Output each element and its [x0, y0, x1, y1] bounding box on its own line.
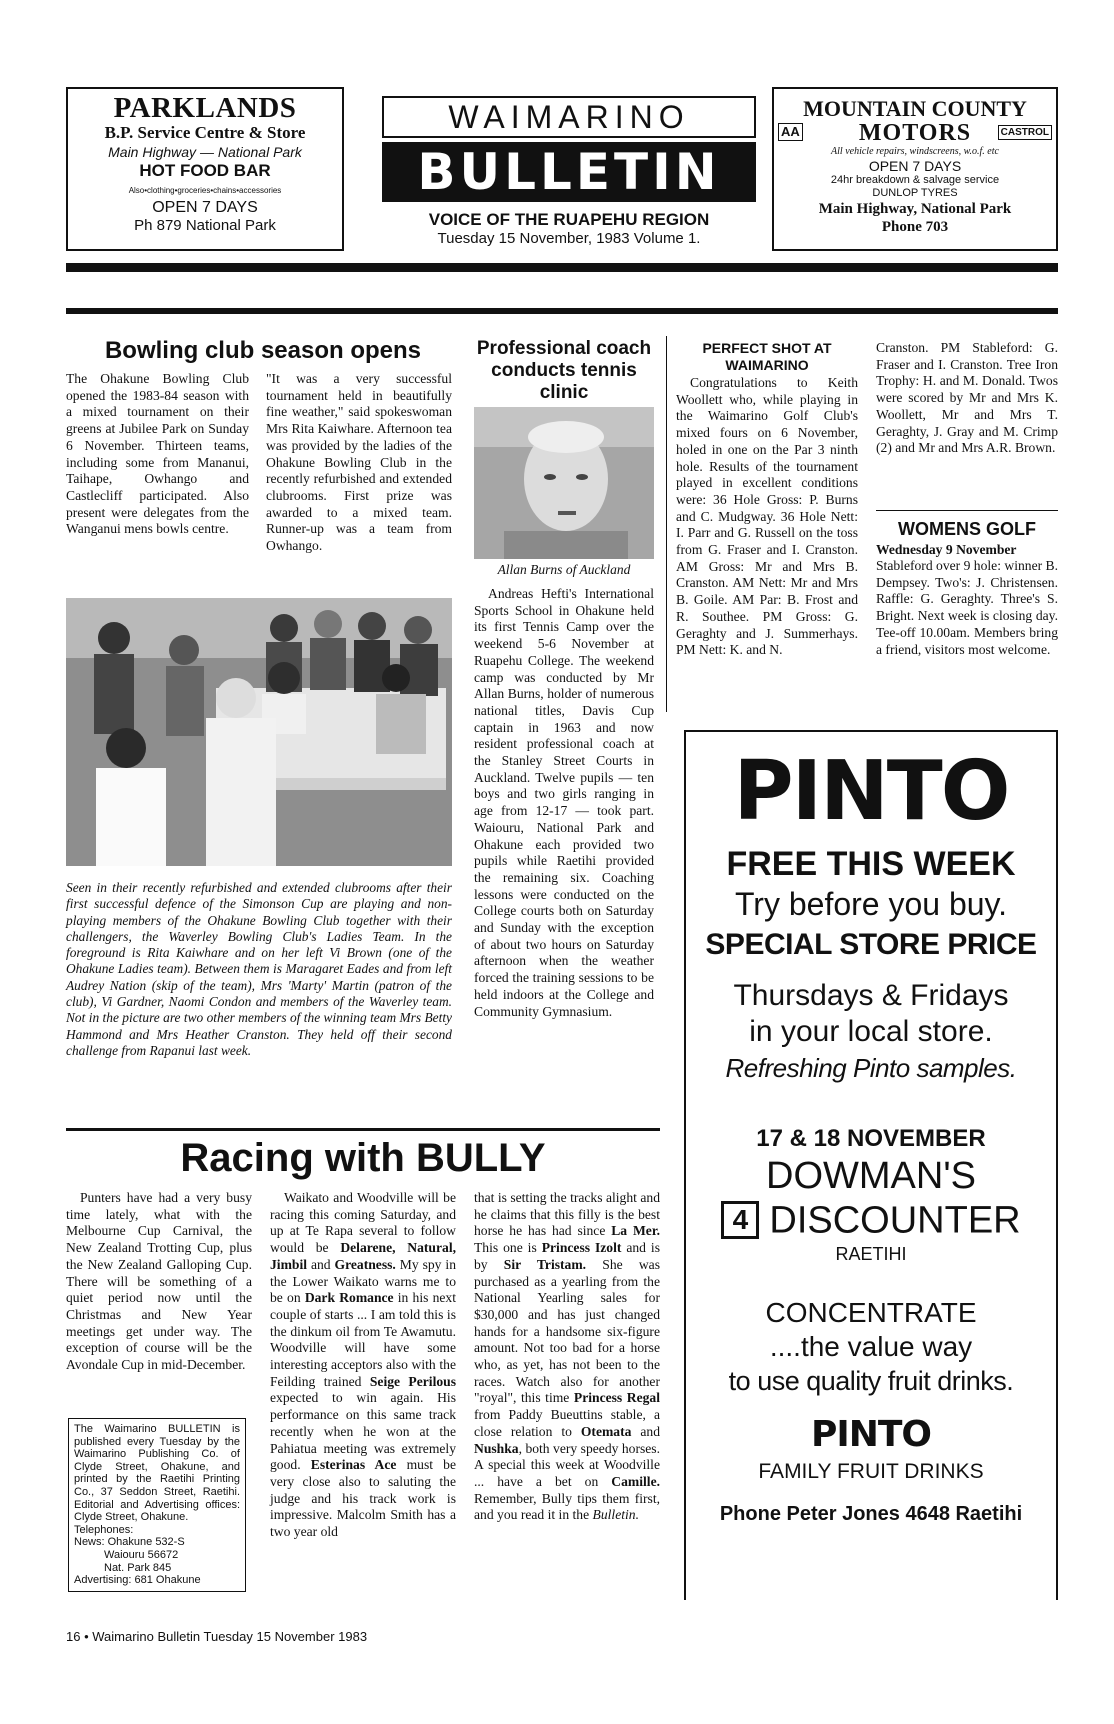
pinto-dates: 17 & 18 NOVEMBER	[756, 1125, 986, 1152]
parklands-line4: Also•clothing•groceries•chains•accessories	[128, 186, 282, 195]
pinto-ad	[684, 730, 1058, 1600]
mountain-line1: All vehicle repairs, windscreens, w.o.f. etc	[831, 146, 999, 157]
mountain-line4: DUNLOP TYRES	[872, 187, 958, 199]
imprint-news: News: Ohakune 532-S	[74, 1536, 185, 1549]
womens-golf-rule	[876, 510, 1058, 511]
imprint-box	[68, 1418, 246, 1592]
parklands-line2: Main Highway — National Park	[108, 144, 302, 160]
coach-photo-image	[474, 407, 654, 559]
golf-col1: Congratulations to Keith Woollett who, while playing in the Waimarino Golf Club's mixed fours on 6 November, holed in one on the Par 3 ninth hole. Results of the tournament played in excellent conditions were: 36 Hole Gross: P. Burns and C. Mudgway. 36 Hole Nett: I. Parr and G. Russell on the toss from G. Fraser and I. Cranston. AM Gross: Mr and Mrs B. Cranston. AM Nett: Mr and Mrs B. Goile. AM Par: B. Frost and R. Southee. PM Gross: G. Geraghty and J. Summerhays. PM Nett: K. and N.	[676, 375, 858, 658]
golf-headline: PERFECT SHOT AT WAIMARINO	[702, 340, 832, 373]
womens-golf-headline: WOMENS GOLF	[898, 519, 1036, 539]
pinto-logo-2: PINTO	[810, 1414, 932, 1456]
parklands-line6: Ph 879 National Park	[134, 217, 276, 234]
pinto-concentrate: CONCENTRATE	[765, 1297, 977, 1329]
golf-col2: Cranston. PM Stableford: G. Fraser and I. Cranston. Tree Iron Trophy: H. and M. Donald. Twos were scored by Mr and Mrs K. Woollett, Mr and Mrs T. Geraghty, J. Gray and M. Crimp (2) and Mr and Mrs A.R. Brown.	[876, 340, 1058, 456]
racing-col3: that is setting the tracks alight and he claims that this filly is the best horse he has had since La Mer. This one is Princess Izolt and is by Sir Tristam. She was purchased as a yearling from the National Yearling sales for $30,000 and has just changed hands for a handsome six-figure amount. Not too bad for a horse who, as yet, has not been to the races. Watch also for another "royal", this time Princess Regal from Paddy Bueuttins stable, a close relation to Otemata and Nushka, both very speedy horses. A special this week at Woodville ... have a bet on Camille. Remember, Bully tips them first, and you read it in the Bulletin.	[474, 1190, 661, 1523]
tennis-body: Andreas Hefti's International Sports School in Ohakune held its first Tennis Camp over the weekend 5-6 November at Ruapehu College. The weekend camp was conducted by Mr Allan Burns, holder of numerous national titles, Davis Cup captain in 1963 and now resident professional coach at the Stanley Street Courts in Auckland. Twelve pupils — ten boys and two girls ranging in age from 12-17 — took part. Waiouru, National Park and Ohakune each provided two pupils while Raetihi provided the remaining six. Coaching lessons were conducted on the College courts both on Saturday and Sunday with the exception of about two hours on Saturday afternoon when the weather forced the training sessions to be held indoors at the College and Community Gymnasium.	[474, 586, 654, 1019]
mountain-line6: Phone 703	[881, 219, 949, 235]
masthead-main: BULLETIN	[382, 142, 756, 202]
pinto-phone: Phone Peter Jones 4648 Raetihi	[719, 1503, 1023, 1526]
page-folio: 16 • Waimarino Bulletin Tuesday 15 November 1983	[66, 1629, 368, 1644]
tennis-photo-caption: Allan Burns of Auckland	[497, 562, 631, 577]
racing-col1: Punters have had a very busy time lately, what with the Melbourne Cup Carnival, the New Zealand Trotting Cup, plus the New Zealand Galloping Cup. There will be something of a quiet period now until the Christmas and New Year meetings get under way. The exception of course will be the Avondale Cup in mid-December.	[66, 1190, 252, 1373]
imprint-advert: Advertising: 681 Ohakune	[74, 1574, 201, 1587]
dowmans-location: RAETIHI	[835, 1244, 907, 1265]
mountain-line3: 24hr breakdown & salvage service	[830, 174, 1000, 186]
tennis-coach-photo	[474, 407, 654, 559]
pinto-samples: Refreshing Pinto samples.	[725, 1053, 1017, 1083]
imprint-waiouru: Waiouru 56672	[104, 1548, 179, 1561]
pinto-free: FREE THIS WEEK	[726, 845, 1016, 883]
parklands-line3: HOT FOOD BAR	[139, 161, 271, 180]
pinto-thurs: Thursdays & Fridays	[733, 979, 1009, 1012]
imprint-tel-label: Telephones:	[74, 1523, 134, 1536]
masthead	[382, 96, 756, 256]
mountain-line5: Main Highway, National Park	[818, 201, 1012, 217]
bowling-club-photo	[66, 598, 452, 866]
mountain-county-ad	[772, 87, 1058, 251]
racing-rule	[66, 1128, 660, 1131]
racing-col2: Waikato and Woodville will be racing this coming Saturday, and up at Te Rapa several to follow would be Delarene, Natural, Jimbil and Greatness. My spy in the Lower Waikato warns me to be on Dark Romance in his next couple of starts ... I am told this is the dinkum oil from Te Awamutu. Woodville will have some interesting acceptors also with the Feilding trained Seige Perilous expected to win again. His performance on this same track recently when he won at the Pahiatua meeting was extremely good. Esterinas Ace must be very close also to saluting the judge and his track work is impressive. Malcolm Smith has a two year old	[270, 1190, 457, 1540]
tennis-headline: Professional coach conducts tennis clinic	[476, 338, 652, 403]
pinto-logo: PINTO	[733, 744, 1009, 839]
mountain-name1: MOUNTAIN COUNTY	[803, 96, 1027, 121]
aa-logo: AA	[778, 123, 803, 141]
four-square-logo: 4	[721, 1201, 759, 1239]
discounter-name: DISCOUNTER	[769, 1199, 1021, 1242]
bowling-photo-caption: Seen in their recently refurbished and extended clubrooms after their first successful defence of the Simonson Cup are playing and non-playing members of the Ohakune Bowling Club together with their challengers, the Waverley Bowling Club's Ladies Team. In the foreground is Rita Kaiwhare and on her left Vi Brown (one of the Ohakune Ladies team). Between them is Maragaret Eades and from left Audrey Nation (skip of the team), Mrs 'Marty' Martin (patron of the club), Vi Gardner, Naomi Condon and members of the Waverley team. Not in the picture are two other members of the winning team Mrs Betty Hammond and Mrs Heather Cranston. They held off their second challenge from Rapanui last week.	[66, 880, 452, 1058]
pinto-value: ....the value way	[769, 1331, 973, 1363]
castrol-logo: CASTROL	[998, 125, 1052, 140]
header-rule	[66, 263, 1058, 272]
parklands-line1: B.P. Service Centre & Store	[104, 123, 306, 142]
masthead-tagline: VOICE OF THE RUAPEHU REGION	[428, 210, 710, 229]
bowling-col2: "It was a very successful tournament held in beautifully fine weather," said spokeswoman Mrs Rita Kaiwhare. Afternoon tea was provided by the ladies of the Ohakune Bowling Club in the recently refurbished and extended clubrooms. First prize was awarded to a mixed team. Runner-up was a team from Owhango.	[266, 371, 452, 554]
bowling-headline: Bowling club season opens	[104, 337, 422, 364]
imprint-text: The Waimarino BULLETIN is published every Tuesday by the Waimarino Publishing Co. of Clyde Street, Ohakune, and printed by the Raetihi Printing Co., 37 Seddon Street, Raetihi. Editorial and Advertising offices: Clyde Street, Ohakune.	[74, 1423, 240, 1524]
pinto-quality: to use quality fruit drinks.	[728, 1366, 1014, 1397]
mountain-line2: OPEN 7 DAYS	[868, 158, 962, 174]
parklands-name: PARKLANDS	[113, 92, 297, 124]
pinto-special: SPECIAL STORE PRICE	[705, 928, 1037, 961]
womens-golf-body: Stableford over 9 hole: winner B. Dempsey. Two's: J. Christensen. Raffle: G. Geraghty. Three's S. Bright. Next week is closing day. Tee-off 10.00am. Members bring a friend, visitors most welcome.	[876, 558, 1058, 657]
parklands-line5: OPEN 7 DAYS	[152, 199, 258, 216]
pinto-family: FAMILY FRUIT DRINKS	[758, 1460, 984, 1484]
dowmans-name: DOWMAN'S	[766, 1155, 976, 1197]
parklands-ad	[66, 87, 344, 251]
mountain-name2: MOTORS	[858, 120, 972, 146]
column-rule	[666, 336, 667, 712]
womens-golf-date: Wednesday 9 November	[876, 542, 1017, 557]
pinto-local: in your local store.	[749, 1015, 993, 1048]
bowling-col1: The Ohakune Bowling Club opened the 1983-84 season with a mixed tournament on their greens at Jubilee Park on Sunday 6 November. Thirteen teams, including some from Mananui, Taihape, Owhango and Castlecliff participated. Also present were delegates from the Wanganui mens bowls centre.	[66, 371, 249, 537]
bowling-photo-image	[66, 598, 452, 866]
racing-headline: Racing with BULLY	[180, 1136, 546, 1180]
masthead-top: WAIMARINO	[382, 96, 756, 138]
masthead-date: Tuesday 15 November, 1983 Volume 1.	[437, 230, 701, 247]
header-rule-2	[66, 308, 1058, 314]
imprint-natpark: Nat. Park 845	[104, 1561, 172, 1574]
pinto-try: Try before you buy.	[734, 886, 1008, 922]
